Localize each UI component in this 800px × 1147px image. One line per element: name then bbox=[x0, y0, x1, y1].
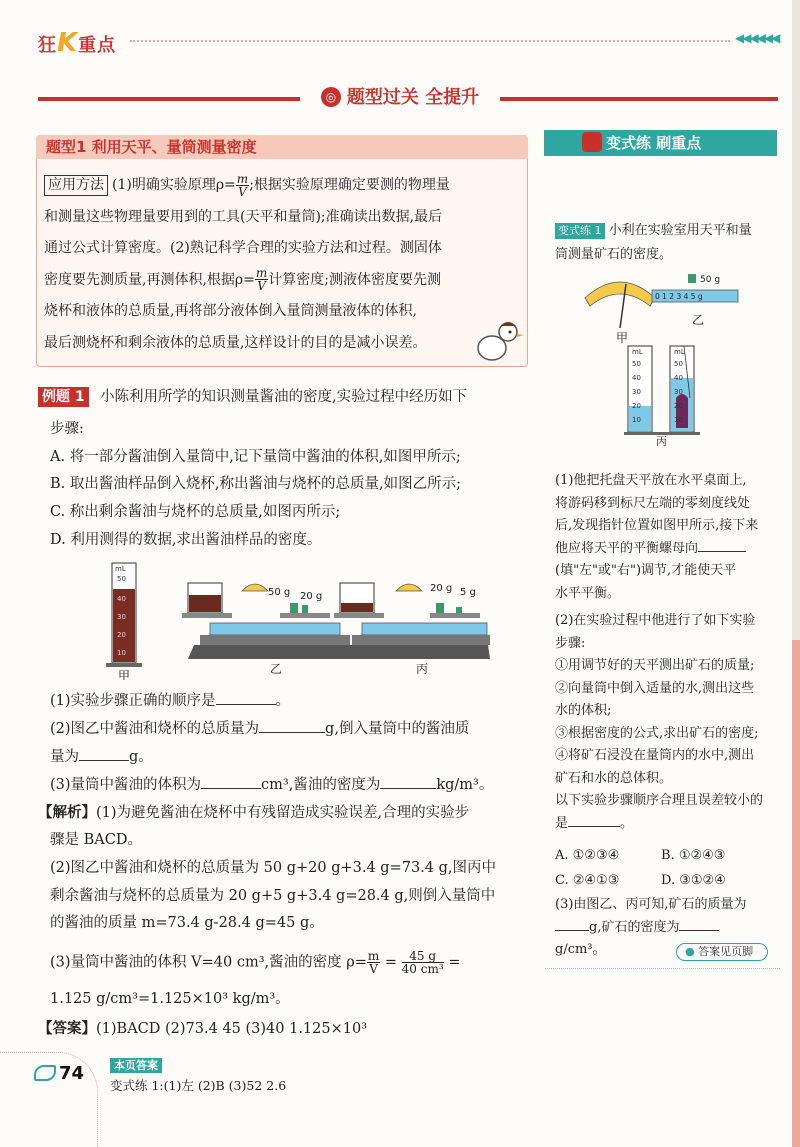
question-3: (3)量筒中酱油的体积为 cm³,酱油的密度为 kg/m³。 bbox=[50, 777, 494, 793]
solution-4: 1.125 g/cm³=1.125×10³ kg/m³。 bbox=[50, 991, 290, 1007]
question-1: (1)实验步骤正确的顺序是 。 bbox=[50, 693, 291, 709]
page-number: 74 bbox=[34, 1063, 84, 1084]
cyl-mark: 20 bbox=[117, 631, 126, 639]
method-text: 应用方法 (1)明确实验原理ρ= $\frac{m}{V}$ ;根据实验原理确定要测的物理量 和测量这些物理量要用到的工具(天平和量筒);准确读出数据,最后 通过公式计算密度。(2)熟记科学合理的实验方法和过程。测固体 密度要先测质量,再测体积,根据ρ= $\frac{m}{V}$ 计算密度;测液体密度要先测 烧杯和液体的总质量,再将部分液体倒入量筒测量液体的体积, 最后测烧杯和剩余液体的总质量,这样设计的目的是减小误差。 bbox=[44, 171, 450, 351]
svg-text:30: 30 bbox=[632, 388, 641, 396]
cyl-mark: 30 bbox=[117, 613, 126, 621]
density-fraction: $\frac{m}{V}$ bbox=[236, 171, 249, 199]
fig-label-bing: 丙 bbox=[656, 435, 667, 448]
answer-blank[interactable] bbox=[216, 691, 276, 705]
question-2: (2)图乙中酱油和烧杯的总质量为 g,倒入量筒中的酱油质 bbox=[50, 721, 470, 737]
scale-dial bbox=[585, 282, 655, 306]
banner-title: ◎ 题型过关 全提升 bbox=[300, 83, 500, 113]
fig-label-jia: 甲 bbox=[118, 669, 131, 680]
method-tag: 应用方法 bbox=[44, 175, 108, 196]
answer-blank[interactable] bbox=[79, 747, 129, 761]
answer-blank[interactable] bbox=[679, 917, 719, 931]
density-fraction: $\frac{m}{V}$ bbox=[255, 266, 268, 293]
practice-icon bbox=[582, 132, 602, 152]
right-dotted-line bbox=[545, 968, 780, 969]
svg-text:20: 20 bbox=[674, 402, 683, 410]
svg-text:40: 40 bbox=[674, 374, 683, 382]
option-b[interactable]: B. ①②④③ bbox=[661, 848, 726, 863]
pin-icon: ● bbox=[685, 945, 695, 958]
cyl-mark: mL bbox=[115, 565, 126, 573]
side-bar-top bbox=[792, 0, 800, 640]
question-2-cont: 量为 g。 bbox=[50, 749, 153, 765]
svg-text:mL: mL bbox=[632, 348, 643, 356]
variant-part-2: (2)在实验过程中他进行了如下实验 步骤: ①用调节好的天平测出矿石的质量; ②向量筒中倒入适量的水,测出这些 水的体积; ③根据密度的公式,求出矿石的密度; ④将矿石浸没在量筒内的水中,测出 矿石和水的总体积。 以下实验步骤顺序合理且误差较小的 是 。 bbox=[555, 613, 764, 831]
solution-1: 【解析】(1)为避免酱油在烧杯中有残留造成实验误差,合理的实验步 bbox=[38, 805, 470, 821]
banner-icon: ◎ bbox=[321, 87, 341, 107]
step-d: D. 利用测得的数据,求出酱油样品的密度。 bbox=[50, 532, 322, 548]
variant-part-3: (3)由图乙、丙可知,矿石的质量为 g,矿石的密度为g/cm³。 bbox=[555, 897, 747, 957]
svg-text:mL: mL bbox=[674, 348, 685, 356]
option-row-2 bbox=[555, 870, 767, 893]
solution-2: (2)图乙中酱油和烧杯的总质量为 50 g+20 g+3.4 g=73.4 g,图丙中 bbox=[50, 860, 497, 876]
mascot-illustration bbox=[470, 318, 528, 364]
answer-blank[interactable] bbox=[698, 538, 746, 552]
balance-bing bbox=[334, 583, 490, 676]
variant-tag: 变式练 1 bbox=[555, 223, 605, 239]
solution-3: (3)量筒中酱油的体积 V=40 cm³,酱油的密度 ρ= $\frac{m}{V}$ = $\frac{45 g}{\text{40 cm³}}$ = bbox=[50, 949, 461, 976]
answer-blank[interactable] bbox=[568, 813, 620, 827]
step-c: C. 称出剩余酱油与烧杯的总质量,如图丙所示; bbox=[50, 504, 341, 520]
method-title: 题型1 利用天平、量筒测量密度 bbox=[36, 135, 528, 159]
option-d[interactable]: D. ③①②④ bbox=[661, 873, 726, 888]
arrow-icon: ◀◀◀◀◀◀ bbox=[735, 31, 779, 45]
solution-1-cont: 骤是 BACD。 bbox=[50, 832, 142, 848]
balance-yi bbox=[182, 583, 362, 676]
answer-blank[interactable] bbox=[201, 775, 261, 789]
fig-label-jia: 甲 bbox=[616, 331, 629, 345]
option-c[interactable]: C. ②④①③ bbox=[555, 873, 620, 888]
svg-text:10: 10 bbox=[674, 416, 683, 424]
ruler-label: 0 1 2 3 4 5 g bbox=[655, 292, 703, 301]
cyl-mark: 10 bbox=[117, 649, 126, 657]
side-bar-bottom bbox=[792, 640, 800, 1147]
leaf-icon bbox=[34, 1065, 56, 1081]
example-intro-cont: 步骤: bbox=[50, 421, 84, 437]
step-a: A. 将一部分酱油倒入量筒中,记下量筒中酱油的体积,如图甲所示; bbox=[50, 449, 461, 465]
weight-label: 50 g bbox=[268, 587, 291, 598]
answer-line: 【答案】(1)BACD (2)73.4 45 (3)40 1.125×10³ bbox=[38, 1021, 368, 1037]
svg-text:50: 50 bbox=[632, 360, 641, 368]
brand-logo: 狂K重点 bbox=[38, 28, 117, 58]
cyl-mark: 50 bbox=[117, 575, 126, 583]
variant-intro-cont: 筒测量矿石的密度。 bbox=[555, 247, 673, 262]
svg-text:50: 50 bbox=[674, 360, 683, 368]
option-row-1 bbox=[555, 845, 767, 868]
answer-link[interactable]: ● 答案见页脚 bbox=[676, 943, 768, 961]
variant-intro: 变式练 1 小利在实验室用天平和量 bbox=[555, 220, 767, 243]
svg-text:10: 10 bbox=[632, 416, 641, 424]
variant-part-1: (1)他把托盘天平放在水平桌面上, 将游码移到标尺左端的零刻度线处 后,发现指针位置如图甲所示,接下来 他应将天平的平衡螺母向 (填"左"或"右")调节,才能使天平 水平平衡。 bbox=[555, 473, 759, 601]
answer-blank[interactable] bbox=[259, 719, 325, 733]
example-intro: 小陈利用所学的知识测量酱油的密度,实验过程中经历如下 bbox=[100, 389, 468, 405]
solution-2-cont2: 的酱油的质量 m=73.4 g-28.4 g=45 g。 bbox=[50, 915, 324, 931]
page-answers: 变式练 1:(1)左 (2)B (3)52 2.6 bbox=[110, 1078, 287, 1093]
density-value-fraction: $\frac{45 g}{\text{40 cm³}}$ bbox=[401, 949, 444, 976]
fig-label-yi: 乙 bbox=[270, 662, 283, 676]
answer-blank[interactable] bbox=[380, 775, 436, 789]
density-fraction: $\frac{m}{V}$ bbox=[367, 949, 380, 976]
weight-label: 20 g bbox=[300, 591, 323, 602]
svg-text:20: 20 bbox=[632, 402, 641, 410]
right-column-title: 变式练 刷重点 bbox=[544, 130, 777, 156]
svg-text:40: 40 bbox=[632, 374, 641, 382]
weight-label: 5 g bbox=[460, 587, 476, 598]
option-a[interactable]: A. ①②③④ bbox=[555, 848, 620, 863]
fig-label-yi: 乙 bbox=[692, 313, 705, 327]
weight-label: 20 g bbox=[430, 583, 453, 594]
solution-2-cont: 剩余酱油与烧杯的总质量为 20 g+5 g+3.4 g=28.4 g,则倒入量筒中 bbox=[50, 888, 496, 904]
header-dotted-line bbox=[130, 40, 730, 42]
example-figure bbox=[100, 555, 490, 680]
page-answer-tag: 本页答案 bbox=[110, 1058, 162, 1073]
example-badge: 例题 1 bbox=[38, 387, 89, 407]
svg-text:30: 30 bbox=[674, 388, 683, 396]
step-b: B. 取出酱油样品倒入烧杯,称出酱油与烧杯的总质量,如图乙所示; bbox=[50, 476, 461, 492]
weight-label: 50 g bbox=[700, 275, 721, 285]
variant-figure bbox=[580, 268, 740, 448]
fig-label-bing: 丙 bbox=[416, 662, 429, 676]
answer-blank[interactable] bbox=[555, 917, 589, 931]
cyl-mark: 40 bbox=[117, 595, 126, 603]
